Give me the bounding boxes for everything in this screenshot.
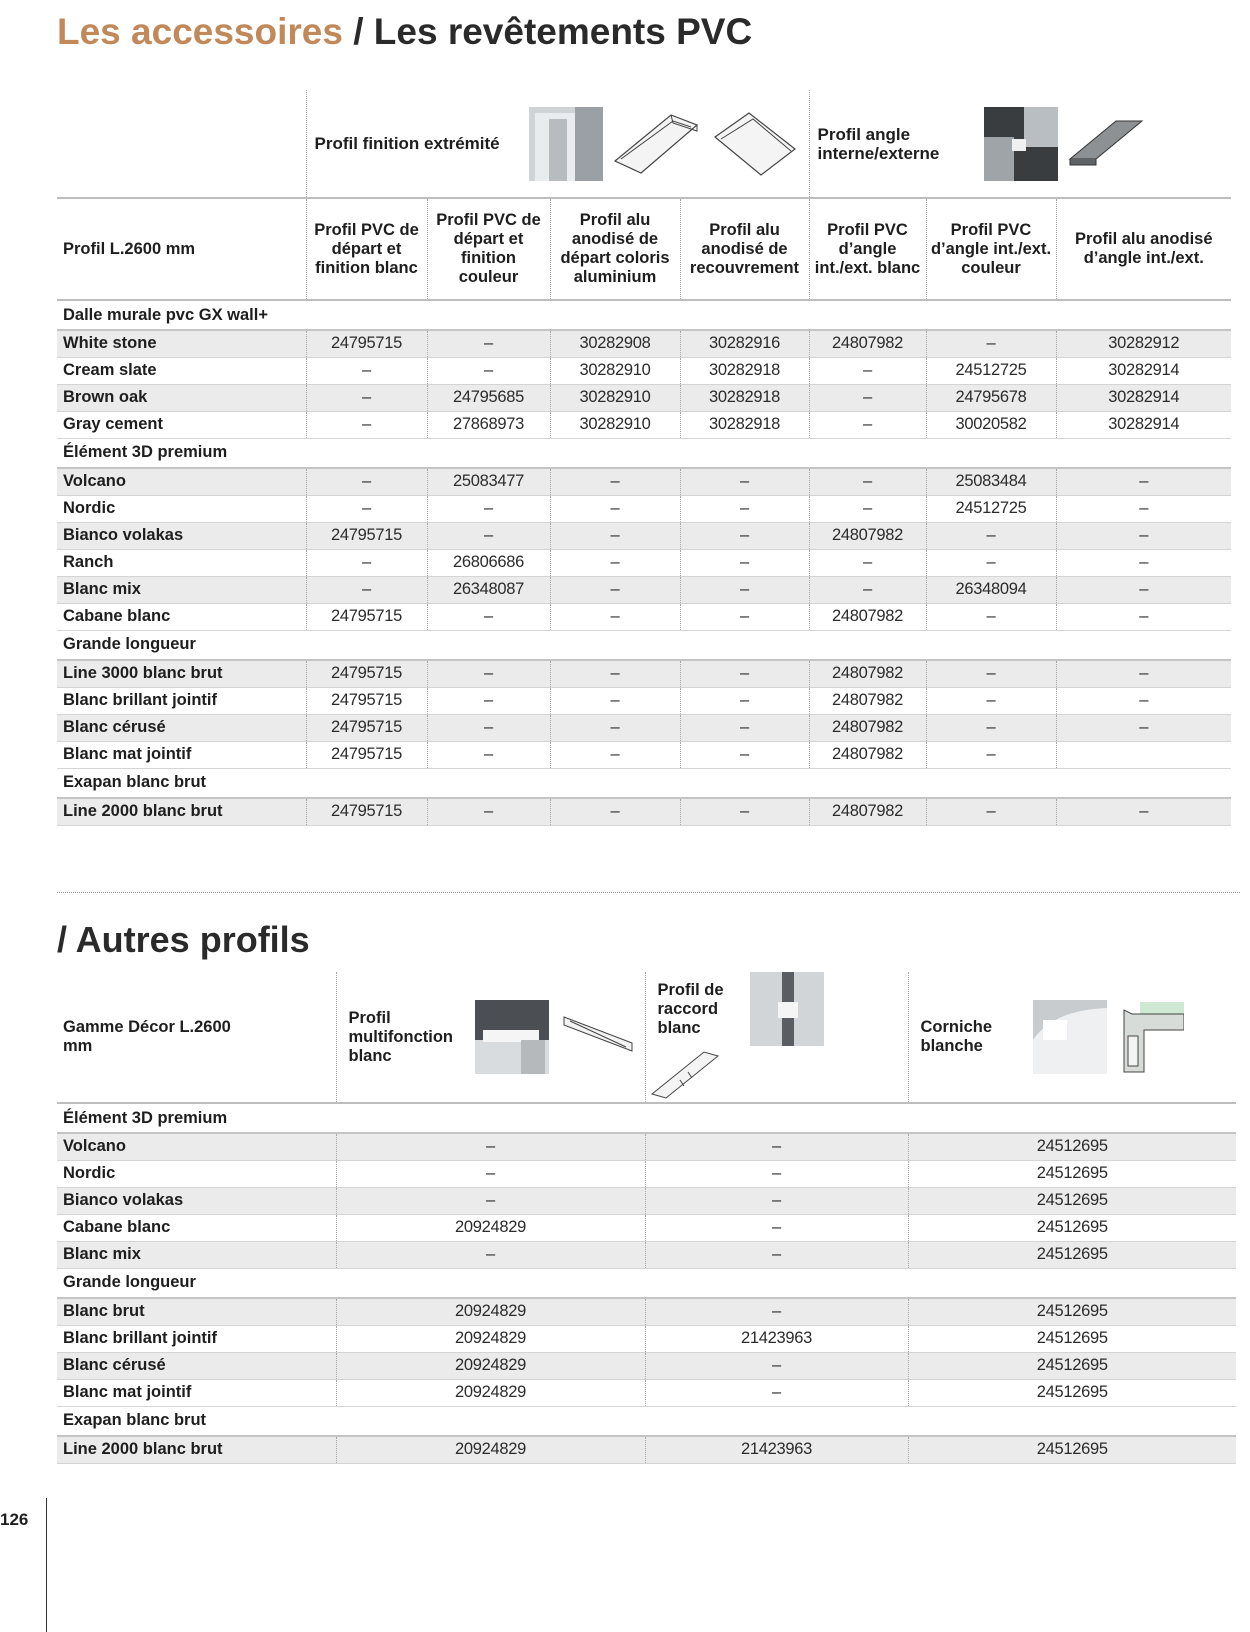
reference-cell: 20924829 bbox=[336, 1298, 645, 1325]
reference-cell: 24795715 bbox=[306, 603, 427, 630]
reference-cell: 24512695 bbox=[908, 1214, 1236, 1241]
column-header: Profil PVC d’angle int./ext. blanc bbox=[809, 198, 926, 300]
reference-cell: – bbox=[926, 522, 1056, 549]
reference-cell: – bbox=[306, 357, 427, 384]
column-header-cell bbox=[336, 972, 645, 1103]
reference-cell: 24512695 bbox=[908, 1298, 1236, 1325]
reference-cell: 20924829 bbox=[336, 1379, 645, 1406]
reference-cell: 24807982 bbox=[809, 741, 926, 768]
row-label: Blanc cérusé bbox=[57, 714, 306, 741]
reference-cell: 24807982 bbox=[809, 687, 926, 714]
table-row bbox=[57, 1133, 1236, 1160]
group-label: Exapan blanc brut bbox=[57, 1406, 1236, 1436]
table-row bbox=[57, 522, 1231, 549]
reference-cell: – bbox=[427, 798, 550, 825]
reference-cell: – bbox=[336, 1133, 645, 1160]
row-label: Blanc mix bbox=[57, 576, 306, 603]
reference-cell: – bbox=[306, 468, 427, 495]
group-row bbox=[57, 1268, 1236, 1298]
reference-cell: – bbox=[926, 603, 1056, 630]
table-row bbox=[57, 1187, 1236, 1214]
reference-cell: – bbox=[645, 1352, 908, 1379]
reference-cell: – bbox=[427, 495, 550, 522]
column-header: Profil PVC de départ et finition couleur bbox=[427, 198, 550, 300]
reference-cell: – bbox=[550, 522, 680, 549]
group-header-angle bbox=[809, 90, 1231, 198]
row-label: Bianco volakas bbox=[57, 1187, 336, 1214]
pvc-accessories-table-body bbox=[57, 300, 1231, 825]
reference-cell: 24795715 bbox=[306, 522, 427, 549]
reference-cell: 24512695 bbox=[908, 1379, 1236, 1406]
reference-cell: – bbox=[809, 576, 926, 603]
table-row bbox=[57, 330, 1231, 357]
reference-cell: – bbox=[809, 468, 926, 495]
reference-cell: 24795685 bbox=[427, 384, 550, 411]
reference-cell: 24512725 bbox=[926, 495, 1056, 522]
reference-cell: 24512695 bbox=[908, 1160, 1236, 1187]
reference-cell: 30282918 bbox=[680, 357, 809, 384]
angle-profile-drawing-icon bbox=[1066, 119, 1146, 169]
column-header-cell bbox=[908, 972, 1236, 1103]
group-row bbox=[57, 300, 1231, 330]
reference-cell: 24512695 bbox=[908, 1352, 1236, 1379]
reference-cell: 24807982 bbox=[809, 522, 926, 549]
reference-cell: 24795678 bbox=[926, 384, 1056, 411]
reference-cell: – bbox=[306, 576, 427, 603]
reference-cell: 24795715 bbox=[306, 798, 427, 825]
row-label: Ranch bbox=[57, 549, 306, 576]
column-header: Profil alu anodisé d’angle int./ext. bbox=[1056, 198, 1231, 300]
reference-cell: – bbox=[926, 741, 1056, 768]
reference-cell: – bbox=[550, 549, 680, 576]
table-row bbox=[57, 1325, 1236, 1352]
reference-cell: 30282912 bbox=[1056, 330, 1231, 357]
row-label: Blanc cérusé bbox=[57, 1352, 336, 1379]
group-header-row bbox=[57, 90, 1231, 198]
table-row bbox=[57, 1214, 1236, 1241]
group-row bbox=[57, 438, 1231, 468]
reference-cell: – bbox=[550, 741, 680, 768]
reference-cell: – bbox=[1056, 522, 1231, 549]
column-header: Profil de raccord blanc bbox=[657, 980, 724, 1037]
reference-cell: – bbox=[427, 357, 550, 384]
page-title-rest: / Les revêtements PVC bbox=[342, 11, 753, 52]
reference-cell: 24807982 bbox=[809, 330, 926, 357]
reference-cell: – bbox=[1056, 495, 1231, 522]
table-row bbox=[57, 687, 1231, 714]
reference-cell: 24512695 bbox=[908, 1241, 1236, 1268]
row-label: Nordic bbox=[57, 1160, 336, 1187]
reference-cell: – bbox=[926, 330, 1056, 357]
group-label: Dalle murale pvc GX wall+ bbox=[57, 300, 1231, 330]
row-label: Cabane blanc bbox=[57, 603, 306, 630]
reference-cell: – bbox=[645, 1379, 908, 1406]
reference-cell: – bbox=[550, 576, 680, 603]
reference-cell: 24512695 bbox=[908, 1187, 1236, 1214]
reference-cell: 26348087 bbox=[427, 576, 550, 603]
row-label: Blanc brillant jointif bbox=[57, 1325, 336, 1352]
page-title bbox=[57, 10, 752, 54]
reference-cell: 26806686 bbox=[427, 549, 550, 576]
page-number-divider bbox=[46, 1498, 47, 1632]
reference-cell: – bbox=[645, 1160, 908, 1187]
reference-cell: – bbox=[336, 1187, 645, 1214]
group-row bbox=[57, 1406, 1236, 1436]
row-label: Blanc brillant jointif bbox=[57, 687, 306, 714]
table-row bbox=[57, 714, 1231, 741]
reference-cell: 26348094 bbox=[926, 576, 1056, 603]
reference-cell: 30282916 bbox=[680, 330, 809, 357]
column-header: Profil alu anodisé de départ coloris aluminium bbox=[550, 198, 680, 300]
group-row bbox=[57, 1103, 1236, 1133]
reference-cell: 24512695 bbox=[908, 1436, 1236, 1463]
reference-cell: – bbox=[1056, 798, 1231, 825]
multifunction-profile-drawing-icon bbox=[562, 1007, 638, 1067]
table-row bbox=[57, 741, 1231, 768]
group-label: Élément 3D premium bbox=[57, 438, 1231, 468]
reference-cell: 25083484 bbox=[926, 468, 1056, 495]
reference-cell: 20924829 bbox=[336, 1352, 645, 1379]
reference-cell: – bbox=[306, 384, 427, 411]
reference-cell: – bbox=[680, 468, 809, 495]
reference-cell: 24795715 bbox=[306, 687, 427, 714]
row-label: Volcano bbox=[57, 468, 306, 495]
reference-cell: – bbox=[550, 468, 680, 495]
reference-cell: – bbox=[680, 687, 809, 714]
group-row bbox=[57, 768, 1231, 798]
reference-cell: 24807982 bbox=[809, 714, 926, 741]
reference-cell: – bbox=[809, 411, 926, 438]
row-label: Blanc mix bbox=[57, 1241, 336, 1268]
reference-cell: – bbox=[1056, 714, 1231, 741]
cornice-photo-icon bbox=[1033, 1000, 1107, 1074]
row-label: Nordic bbox=[57, 495, 306, 522]
row-label: Line 2000 blanc brut bbox=[57, 1436, 336, 1463]
row-label: Line 3000 blanc brut bbox=[57, 660, 306, 687]
reference-cell: 30282914 bbox=[1056, 357, 1231, 384]
table-row bbox=[57, 357, 1231, 384]
reference-cell: – bbox=[1056, 468, 1231, 495]
section-divider bbox=[57, 892, 1240, 893]
reference-cell: – bbox=[926, 549, 1056, 576]
table-row bbox=[57, 1241, 1236, 1268]
section-title-autres-profils: / Autres profils bbox=[57, 919, 310, 960]
table-row bbox=[57, 576, 1231, 603]
reference-cell: – bbox=[680, 798, 809, 825]
column-header: Profil PVC d’angle int./ext. couleur bbox=[926, 198, 1056, 300]
group-label: Grande longueur bbox=[57, 1268, 1236, 1298]
reference-cell: – bbox=[926, 687, 1056, 714]
profile-end-drawing-icon bbox=[611, 109, 701, 179]
reference-cell: – bbox=[645, 1298, 908, 1325]
table-row bbox=[57, 1352, 1236, 1379]
table-row bbox=[57, 1436, 1236, 1463]
reference-cell: 30282910 bbox=[550, 357, 680, 384]
multifunction-profile-photo-icon bbox=[475, 1000, 549, 1074]
cornice-drawing-icon bbox=[1120, 1000, 1184, 1074]
reference-cell: – bbox=[427, 330, 550, 357]
reference-cell: – bbox=[550, 495, 680, 522]
reference-cell: – bbox=[926, 798, 1056, 825]
reference-cell: – bbox=[550, 687, 680, 714]
reference-cell: 24795715 bbox=[306, 741, 427, 768]
reference-cell: – bbox=[336, 1241, 645, 1268]
reference-cell: – bbox=[809, 549, 926, 576]
reference-cell: – bbox=[306, 495, 427, 522]
reference-cell: 30282914 bbox=[1056, 384, 1231, 411]
table-row bbox=[57, 798, 1231, 825]
reference-cell: – bbox=[680, 714, 809, 741]
reference-cell: – bbox=[680, 495, 809, 522]
reference-cell bbox=[1056, 741, 1231, 768]
reference-cell: – bbox=[306, 549, 427, 576]
table-row bbox=[57, 1160, 1236, 1187]
reference-cell: – bbox=[680, 741, 809, 768]
reference-cell: – bbox=[550, 603, 680, 630]
reference-cell: 25083477 bbox=[427, 468, 550, 495]
other-profiles-table bbox=[57, 972, 1236, 1464]
reference-cell: 24795715 bbox=[306, 330, 427, 357]
reference-cell: – bbox=[680, 660, 809, 687]
column-header: Profil multifonction blanc bbox=[348, 1008, 453, 1065]
row-label: Cream slate bbox=[57, 357, 306, 384]
reference-cell: 24512695 bbox=[908, 1325, 1236, 1352]
reference-cell: – bbox=[809, 495, 926, 522]
reference-cell: – bbox=[550, 660, 680, 687]
connector-profile-photo-icon bbox=[750, 972, 824, 1046]
page-number: 126 bbox=[0, 1510, 29, 1529]
pvc-accessories-table bbox=[57, 90, 1231, 826]
group-label: Exapan blanc brut bbox=[57, 768, 1231, 798]
reference-cell: 24807982 bbox=[809, 660, 926, 687]
table-row bbox=[57, 468, 1231, 495]
column-header: Profil L.2600 mm bbox=[57, 198, 306, 300]
column-header-first-cell bbox=[57, 972, 336, 1103]
reference-cell: 24807982 bbox=[809, 798, 926, 825]
reference-cell: 20924829 bbox=[336, 1214, 645, 1241]
column-header: Profil alu anodisé de recouvrement bbox=[680, 198, 809, 300]
reference-cell: 30282918 bbox=[680, 411, 809, 438]
reference-cell: – bbox=[427, 687, 550, 714]
profile-cover-drawing-icon bbox=[709, 107, 799, 181]
table-row bbox=[57, 495, 1231, 522]
reference-cell: 30282910 bbox=[550, 384, 680, 411]
reference-cell: – bbox=[427, 741, 550, 768]
reference-cell: 24512725 bbox=[926, 357, 1056, 384]
reference-cell: 30282908 bbox=[550, 330, 680, 357]
table-row bbox=[57, 384, 1231, 411]
table-row bbox=[57, 603, 1231, 630]
reference-cell: – bbox=[427, 522, 550, 549]
group-row bbox=[57, 630, 1231, 660]
other-profiles-table-body bbox=[57, 1103, 1236, 1463]
reference-cell: – bbox=[550, 714, 680, 741]
reference-cell: – bbox=[809, 357, 926, 384]
column-header: Profil PVC de départ et finition blanc bbox=[306, 198, 427, 300]
reference-cell: 30020582 bbox=[926, 411, 1056, 438]
column-header: Corniche blanche bbox=[920, 1018, 993, 1055]
angle-profile-photo-icon bbox=[984, 107, 1058, 181]
reference-cell: – bbox=[427, 714, 550, 741]
reference-cell: 24795715 bbox=[306, 660, 427, 687]
reference-cell: 27868973 bbox=[427, 411, 550, 438]
reference-cell: – bbox=[645, 1187, 908, 1214]
profile-end-photo-icon bbox=[529, 107, 603, 181]
row-label: Line 2000 blanc brut bbox=[57, 798, 306, 825]
reference-cell: – bbox=[680, 522, 809, 549]
reference-cell: – bbox=[645, 1214, 908, 1241]
reference-cell: – bbox=[645, 1241, 908, 1268]
reference-cell: 20924829 bbox=[336, 1436, 645, 1463]
reference-cell: 30282918 bbox=[680, 384, 809, 411]
reference-cell: – bbox=[306, 411, 427, 438]
reference-cell: 24807982 bbox=[809, 603, 926, 630]
group-header-finition bbox=[306, 90, 809, 198]
reference-cell: 24795715 bbox=[306, 714, 427, 741]
table-row bbox=[57, 411, 1231, 438]
reference-cell: – bbox=[1056, 576, 1231, 603]
column-header-cell bbox=[645, 972, 908, 1103]
row-label: Bianco volakas bbox=[57, 522, 306, 549]
row-label: Gray cement bbox=[57, 411, 306, 438]
reference-cell: – bbox=[680, 576, 809, 603]
reference-cell: – bbox=[1056, 603, 1231, 630]
reference-cell: – bbox=[680, 603, 809, 630]
group-label: Élément 3D premium bbox=[57, 1103, 1236, 1133]
reference-cell: – bbox=[809, 384, 926, 411]
reference-cell: – bbox=[926, 660, 1056, 687]
table-row bbox=[57, 549, 1231, 576]
reference-cell: 20924829 bbox=[336, 1325, 645, 1352]
row-label: Cabane blanc bbox=[57, 1214, 336, 1241]
connector-profile-drawing-icon bbox=[650, 1046, 720, 1102]
reference-cell: 30282910 bbox=[550, 411, 680, 438]
table-row bbox=[57, 1298, 1236, 1325]
reference-cell: – bbox=[1056, 660, 1231, 687]
row-label: White stone bbox=[57, 330, 306, 357]
reference-cell: – bbox=[680, 549, 809, 576]
table-row bbox=[57, 660, 1231, 687]
row-label: Blanc mat jointif bbox=[57, 741, 306, 768]
group-header-angle-label: Profil angle interne/externe bbox=[817, 124, 940, 163]
reference-cell: – bbox=[645, 1133, 908, 1160]
reference-cell: – bbox=[550, 798, 680, 825]
reference-cell: – bbox=[926, 714, 1056, 741]
row-label: Blanc brut bbox=[57, 1298, 336, 1325]
table-row bbox=[57, 1379, 1236, 1406]
column-header-row bbox=[57, 198, 1231, 300]
reference-cell: 24512695 bbox=[908, 1133, 1236, 1160]
reference-cell: 21423963 bbox=[645, 1325, 908, 1352]
group-label: Grande longueur bbox=[57, 630, 1231, 660]
reference-cell: 21423963 bbox=[645, 1436, 908, 1463]
reference-cell: 30282914 bbox=[1056, 411, 1231, 438]
reference-cell: – bbox=[1056, 549, 1231, 576]
page-title-accent: Les accessoires bbox=[57, 11, 343, 52]
group-header-finition-label: Profil finition extrémité bbox=[314, 134, 500, 153]
reference-cell: – bbox=[427, 603, 550, 630]
reference-cell: – bbox=[1056, 687, 1231, 714]
row-label: Brown oak bbox=[57, 384, 306, 411]
column-header: Gamme Décor L.2600 mm bbox=[63, 1018, 231, 1055]
row-label: Blanc mat jointif bbox=[57, 1379, 336, 1406]
reference-cell: – bbox=[336, 1160, 645, 1187]
reference-cell: – bbox=[427, 660, 550, 687]
row-label: Volcano bbox=[57, 1133, 336, 1160]
column-header-row bbox=[57, 972, 1236, 1103]
